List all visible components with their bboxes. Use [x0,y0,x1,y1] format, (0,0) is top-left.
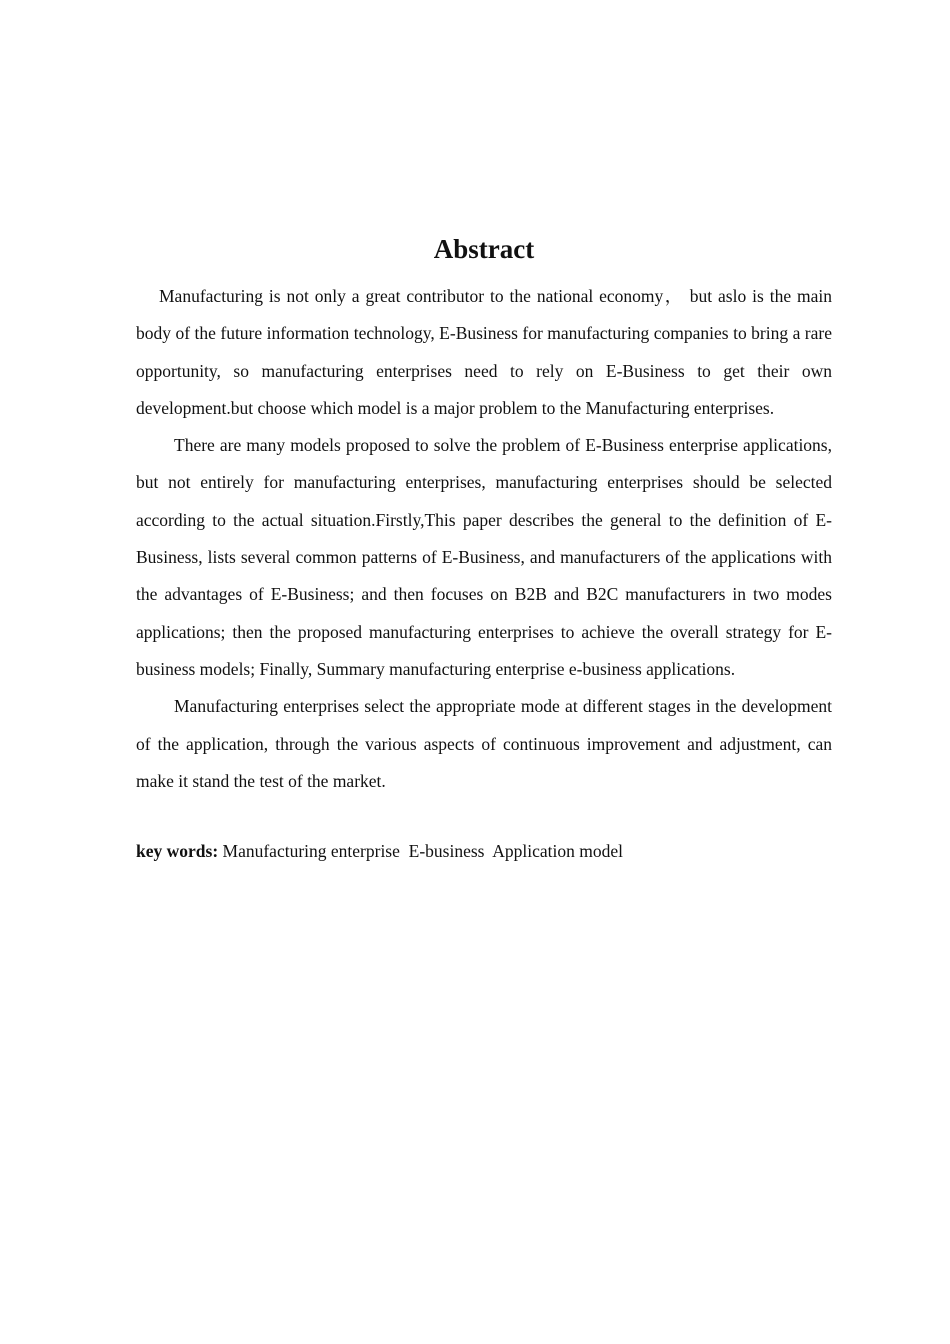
keywords-text: Manufacturing enterprise E-business Application model [222,841,623,862]
abstract-paragraph-3: Manufacturing enterprises select the appropriate mode at different stages in the development of the application, through the various aspects of continuous improvement and adjustment, can make it stand the test of the market. [136,696,832,791]
keywords-line [136,833,832,870]
abstract-paragraph-2: There are many models proposed to solve the problem of E-Business enterprise applications, but not entirely for manufacturing enterprises, manufacturing enterprises should be selected according to the actual situation.Firstly,This paper describes the general to the definition of E-Business, lists several common patterns of E-Business, and manufacturers of the applications with the advantages of E-Business; and then focuses on B2B and B2C manufacturers in two modes applications; then the proposed manufacturing enterprises to achieve the overall strategy for E-business models; Finally, Summary manufacturing enterprise e-business applications. [136,435,832,679]
abstract-title: Abstract [433,234,535,264]
keywords-label: key words: [136,841,219,862]
abstract-section [136,230,832,870]
abstract-paragraph-1: Manufacturing is not only a great contributor to the national economy， but aslo is the main body of the future information technology, E-Business for manufacturing companies to bring a rare opportunity, so manufacturing enterprises need to rely on E-Business to get their own development.but choose which model is a major problem to the Manufacturing enterprises. [136,286,832,418]
